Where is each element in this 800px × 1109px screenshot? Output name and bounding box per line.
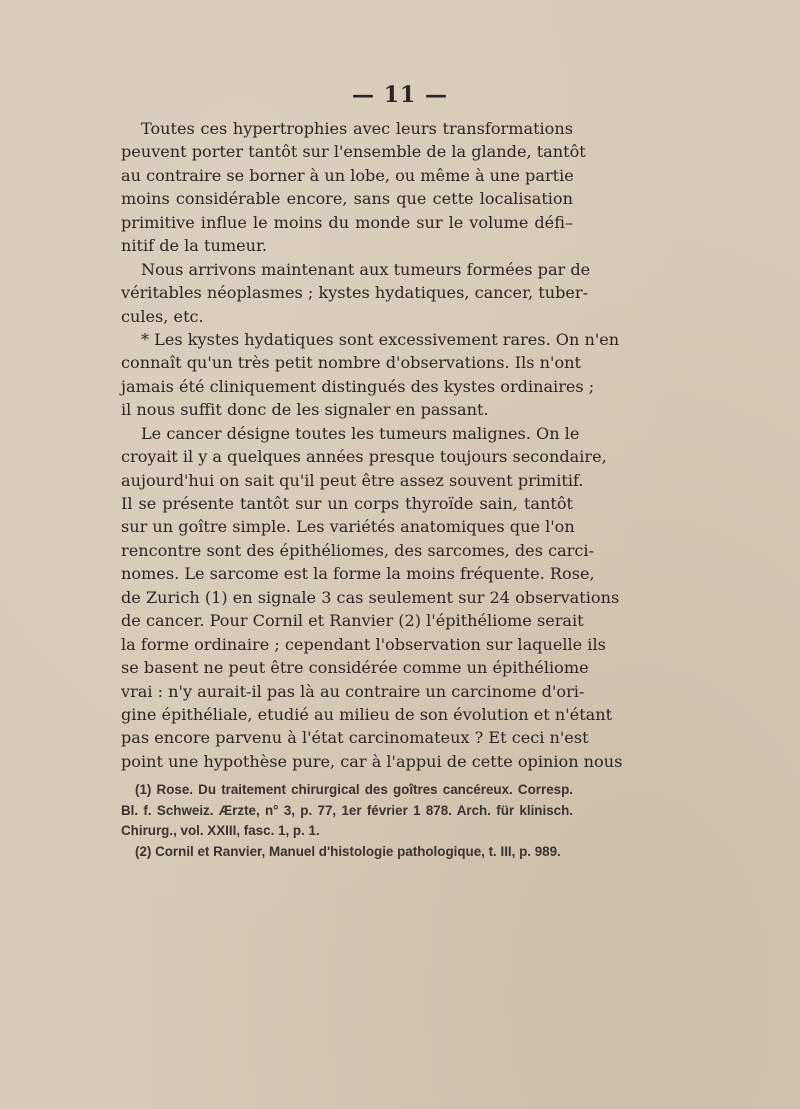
text-line: connaît qu'un très petit nombre d'observations. Ils n'ont	[121, 353, 581, 373]
text-line: nomes. Le sarcome est la forme la moins fréquente. Rose,	[121, 564, 595, 584]
text-line: Toutes ces hypertrophies avec leurs transformations	[141, 119, 573, 138]
text-line: Nous arrivons maintenant aux tumeurs formées par de	[141, 259, 591, 279]
text-line: aujourd'hui on sait qu'il peut être assez souvent primitif.	[121, 470, 584, 490]
text-line: jamais été cliniquement distingués des kystes ordinaires ;	[121, 376, 595, 396]
text-line: * Les kystes hydatiques sont excessivement rares. On n'en	[141, 329, 620, 349]
text-line: gine épithéliale, etudié au milieu de son évolution et n'étant	[121, 704, 613, 724]
body-text	[121, 117, 623, 773]
footnote-line: Chirurg., vol. XXIII, fasc. 1, p. 1.	[121, 823, 320, 838]
paragraph	[121, 117, 586, 258]
text-line: sur un goître simple. Les variétés anatomiques que l'on	[121, 517, 575, 537]
paragraph	[121, 422, 623, 774]
page-number: — 11 —	[352, 82, 448, 108]
paragraph	[121, 258, 591, 328]
text-line: se basent ne peut être considérée comme un épithéliome	[121, 658, 589, 678]
text-line: pas encore parvenu à l'état carcinomateux ? Et ceci n'est	[121, 728, 589, 748]
footnote-line: Bl. f. Schweiz. Ærzte, n° 3, p. 77, 1er février 1 878. Arch. für klinisch.	[121, 802, 573, 818]
text-line: primitive influe le moins du monde sur le volume défi–	[121, 212, 573, 232]
text-line: point une hypothèse pure, car à l'appui de cette opinion nous	[121, 751, 623, 771]
footnote-line: (2) Cornil et Ranvier, Manuel d'histologie pathologique, t. III, p. 989.	[135, 843, 561, 859]
text-line: cules, etc.	[121, 306, 204, 326]
text-line: de cancer. Pour Cornil et Ranvier (2) l'épithéliome serait	[121, 611, 584, 631]
text-line: la forme ordinaire ; cependant l'observation sur laquelle ils	[121, 634, 606, 654]
text-line: de Zurich (1) en signale 3 cas seulement sur 24 observations	[121, 587, 620, 607]
text-line: croyait il y a quelques années presque toujours secondaire,	[121, 447, 607, 467]
text-line: au contraire se borner à un lobe, ou même à une partie	[121, 165, 574, 185]
text-line: rencontre sont des épithéliomes, des sarcomes, des carci-	[121, 540, 594, 560]
footnote	[121, 780, 573, 842]
text-line: Il se présente tantôt sur un corps thyroïde sain, tantôt	[121, 494, 573, 513]
text-line: il nous suffit donc de les signaler en passant.	[121, 400, 489, 420]
text-line: moins considérable encore, sans que cette localisation	[121, 189, 573, 209]
text-line: véritables néoplasmes ; kystes hydatiques, cancer, tuber-	[121, 283, 589, 303]
footnote-line: (1) Rose. Du traitement chirurgical des goîtres cancéreux. Corresp.	[135, 782, 573, 797]
text-line: Le cancer désigne toutes les tumeurs malignes. On le	[141, 423, 580, 443]
footnote	[121, 842, 573, 863]
text-line: peuvent porter tantôt sur l'ensemble de la glande, tantôt	[121, 142, 586, 162]
text-line: nitif de la tumeur.	[121, 236, 268, 256]
footnotes	[121, 780, 573, 862]
paragraph	[121, 328, 620, 422]
text-line: vrai : n'y aurait-il pas là au contraire un carcinome d'ori-	[121, 681, 585, 701]
